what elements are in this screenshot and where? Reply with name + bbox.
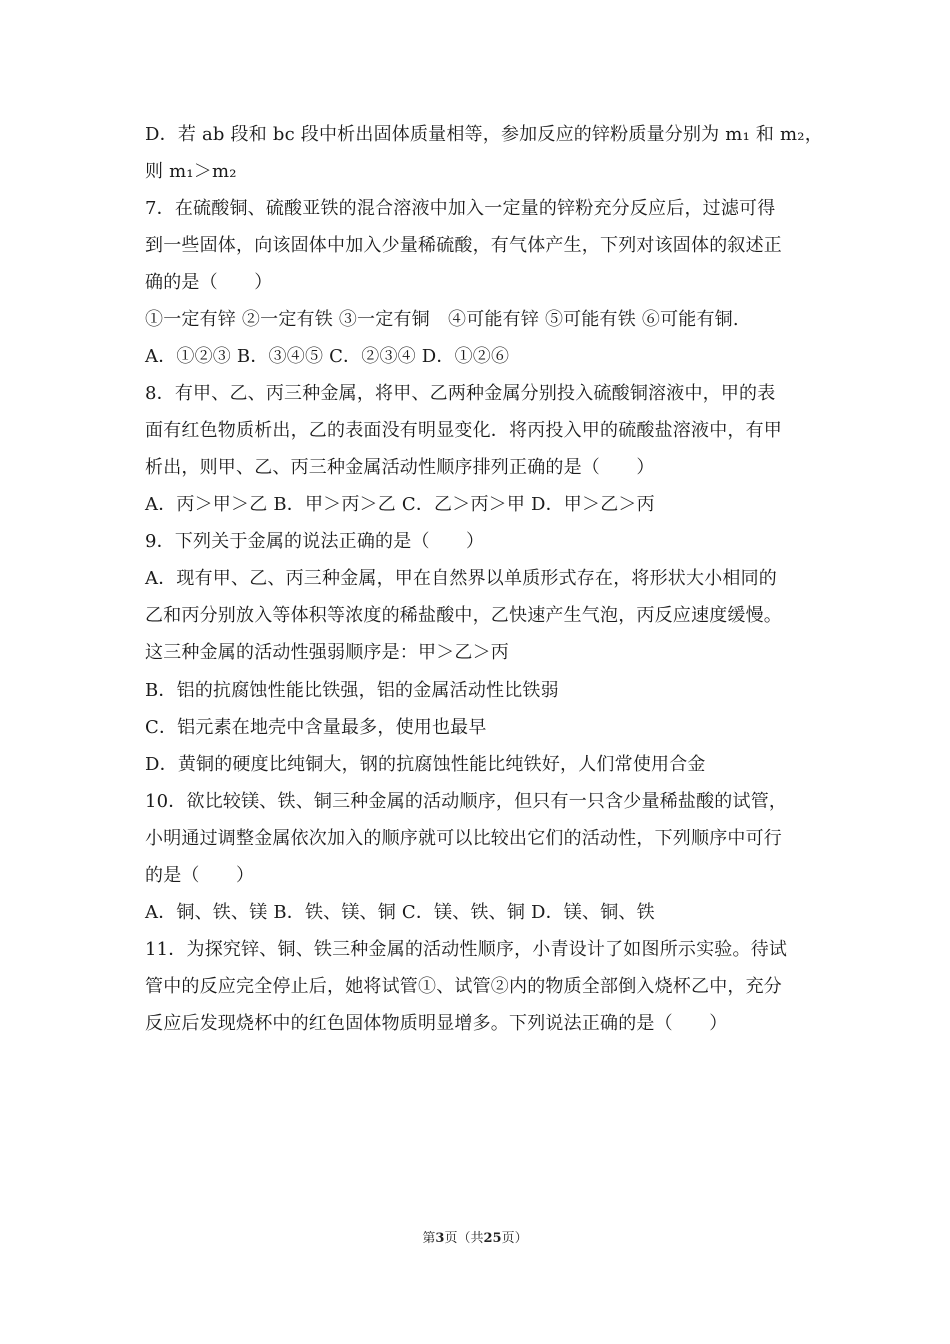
footer-mid: 页（共 — [444, 1231, 484, 1246]
option-c-9: C．铝元素在地壳中含量最多，使用也最早 — [145, 717, 487, 738]
text-line: 确的是（ ） — [145, 272, 273, 293]
text-line: A．现有甲、乙、丙三种金属，甲在自然界以单质形式存在，将形状大小相同的 — [145, 568, 777, 589]
text-line: ①一定有锌 ②一定有铁 ③一定有铜 ④可能有锌 ⑤可能有铁 ⑥可能有铜. — [145, 309, 739, 330]
text-line: 反应后发现烧杯中的红色固体物质明显增多。下列说法正确的是（ ） — [145, 1013, 728, 1034]
question-7-line: 7．在硫酸铜、硫酸亚铁的混合溶液中加入一定量的锌粉充分反应后，过滤可得 — [145, 198, 776, 219]
answer-options-10: A．铜、铁、镁 B．铁、镁、铜 C．镁、铁、铜 D．镁、铜、铁 — [145, 902, 655, 923]
footer-suffix: 页） — [501, 1231, 528, 1246]
option-d-9: D．黄铜的硬度比纯铜大，钢的抗腐蚀性能比纯铁好，人们常使用合金 — [145, 754, 706, 775]
text-line: 小明通过调整金属依次加入的顺序就可以比较出它们的活动性，下列顺序中可行 — [145, 828, 782, 849]
text-line: 面有红色物质析出，乙的表面没有明显变化．将丙投入甲的硫酸盐溶液中，有甲 — [145, 420, 782, 441]
option-b-9: B．铝的抗腐蚀性能比铁强，铝的金属活动性比铁弱 — [145, 680, 559, 701]
text-line: 的是（ ） — [145, 865, 255, 886]
question-11-line: 11．为探究锌、铜、铁三种金属的活动性顺序，小青设计了如图所示实验。待试 — [145, 939, 788, 960]
text-line: 这三种金属的活动性强弱顺序是：甲＞乙＞丙 — [145, 642, 509, 663]
text-line: 则 m₁＞m₂ — [145, 161, 237, 182]
text-line: 管中的反应完全停止后，她将试管①、试管②内的物质全部倒入烧杯乙中，充分 — [145, 976, 782, 997]
footer-prefix: 第 — [422, 1231, 436, 1246]
current-page-number: 3 — [435, 1231, 445, 1246]
text-line: D．若 ab 段和 bc 段中析出固体质量相等，参加反应的锌粉质量分别为 m₁ 和 m₂， — [145, 124, 823, 145]
total-pages-number: 25 — [483, 1231, 502, 1246]
answer-options-8: A．丙＞甲＞乙 B．甲＞丙＞乙 C．乙＞丙＞甲 D．甲＞乙＞丙 — [145, 494, 655, 515]
question-9-line: 9．下列关于金属的说法正确的是（ ） — [145, 531, 485, 552]
text-line: 乙和丙分别放入等体积等浓度的稀盐酸中，乙快速产生气泡，丙反应速度缓慢。 — [145, 605, 782, 626]
text-line: 析出，则甲、乙、丙三种金属活动性顺序排列正确的是（ ） — [145, 457, 655, 478]
answer-options-7: A．①②③ B．③④⑤ C．②③④ D．①②⑥ — [145, 346, 510, 367]
page-footer — [0, 1227, 950, 1246]
text-line: 到一些固体，向该固体中加入少量稀硫酸，有气体产生，下列对该固体的叙述正 — [145, 235, 782, 256]
question-8-line: 8．有甲、乙、丙三种金属，将甲、乙两种金属分别投入硫酸铜溶液中，甲的表 — [145, 383, 776, 404]
question-10-line: 10．欲比较镁、铁、铜三种金属的活动顺序，但只有一只含少量稀盐酸的试管， — [145, 791, 788, 812]
